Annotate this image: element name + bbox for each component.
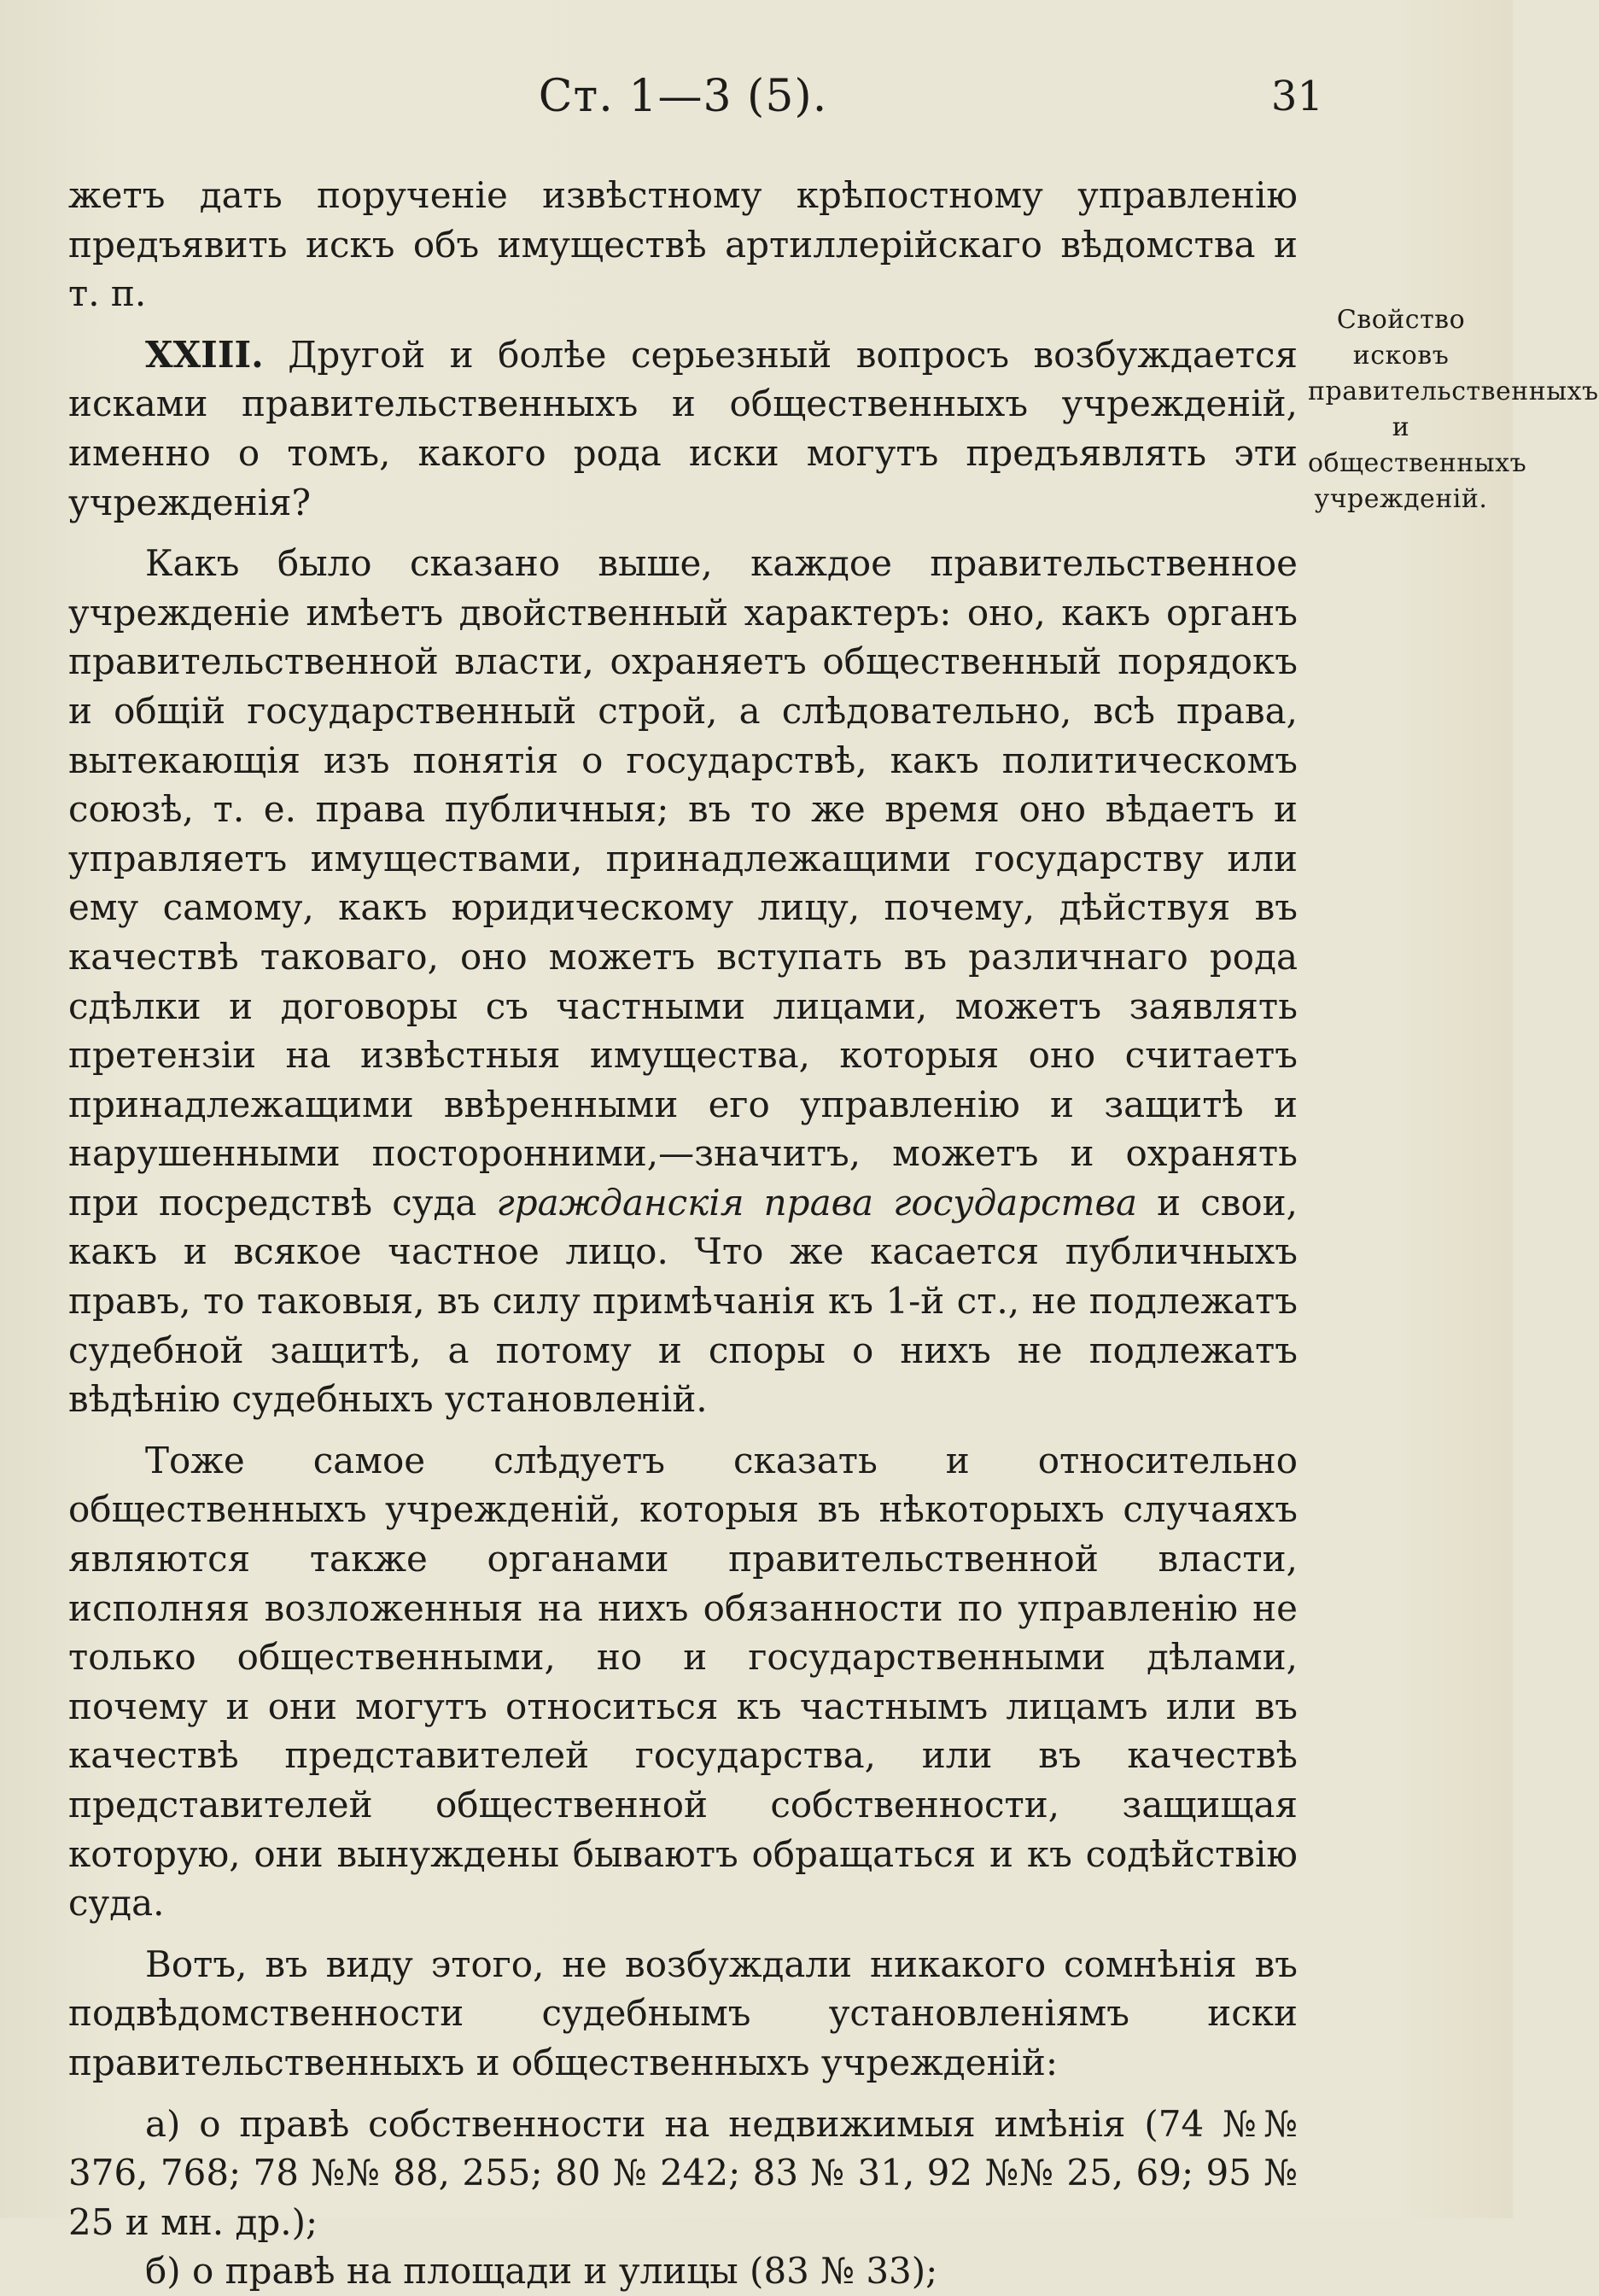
running-head: Ст. 1—3 (5). — [538, 71, 828, 122]
paragraph-claims-intro: Вотъ, въ виду этого, не возбуждали никакого сомнѣнія въ подвѣдомственности судебнымъ установленіямъ иски правительственныхъ и общественныхъ учрежденій: — [68, 1943, 1298, 2083]
margin-note: Свойство исковъ правительственныхъ и общественныхъ учрежденій. — [1308, 305, 1599, 514]
paragraph-text-part-b: и свои, какъ и всякое частное лицо. Что же касается публичныхъ правъ, то таковыя, въ силу примѣчанія къ 1-й ст., не подлежатъ судебной защитѣ, а потому и споры о нихъ не подлежатъ вѣдѣнію судебныхъ установленій. — [68, 1181, 1298, 1421]
italic-phrase: гражданскія права государства — [496, 1181, 1137, 1224]
paragraph-dual-character — [68, 539, 1298, 1424]
list-item-b: б) о правѣ на площади и улицы (83 № 33); — [145, 2250, 938, 2293]
page-number: 31 — [1270, 73, 1323, 120]
paragraph-text-part-a: Какъ было сказано выше, каждое правительственное учрежденіе имѣетъ двойственный характеръ: оно, какъ органъ правительственной власти, охраняетъ общественный порядокъ и общій государственный строй, а слѣдовательно, всѣ права, вытекающія изъ понятія о государствѣ, какъ политическомъ союзѣ, т. е. права публичныя; въ то же время оно вѣдаетъ и управляетъ имуществами, принадлежащими государству или ему самому, какъ юридическому лицу, почему, дѣйствуя въ качествѣ таковаго, оно можетъ вступать въ различнаго рода сдѣлки и договоры съ частными лицами, можетъ заявлять претензіи на извѣстныя имущества, которыя оно считаетъ принадлежащими ввѣренными его управленію и защитѣ и нарушенными посторонними,—значитъ, можетъ и охранять при посредствѣ суда — [68, 542, 1298, 1224]
section-number: XXIII. — [145, 333, 264, 376]
paragraph-section-xxiii — [68, 330, 1298, 527]
list-item-a: а) о правѣ собственности на недвижимыя имѣнія (74 №№ 376, 768; 78 №№ 88, 255; 80 № 242; 83 № 31, 92 №№ 25, 69; 95 № 25 и мн. др.); — [68, 2102, 1298, 2243]
section-text: Другой и болѣе серьезный вопросъ возбуждается исками правительственныхъ и общественныхъ учрежденій, именно о томъ, какого рода иски могутъ предъявлять эти учрежденія? — [68, 333, 1298, 523]
paragraph-continuation: жетъ дать порученіе извѣстному крѣпостному управленію предъявить искъ объ имуществѣ артиллерійскаго вѣдомства и т. п. — [68, 174, 1298, 315]
main-text — [68, 171, 1298, 2296]
paragraph-public-institutions: Тоже самое слѣдуетъ сказать и относительно общественныхъ учрежденій, которыя въ нѣкоторыхъ случаяхъ являются также органами правительственной власти, исполняя возложенныя на нихъ обязанности по управленію не только общественными, но и государственными дѣлами, почему и они могутъ относиться къ частнымъ лицамъ или въ качествѣ представителей государства, или въ качествѣ представителей общественной собственности, защищая которую, они вынуждены бываютъ обращаться и къ содѣйствію суда. — [68, 1439, 1298, 1925]
page-header — [68, 67, 1323, 126]
